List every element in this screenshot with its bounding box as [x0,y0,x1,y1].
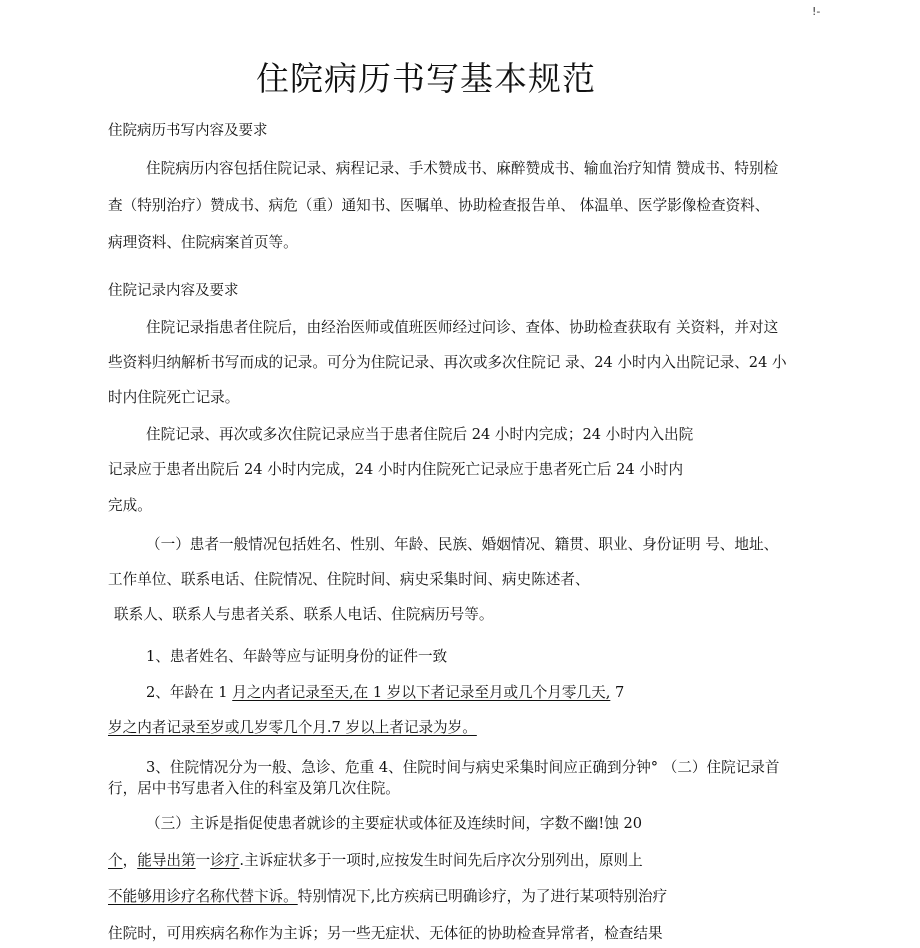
paragraph-line: （一）患者一般情况包括姓名、性别、年龄、民族、婚姻情况、籍贯、职业、身份证明 号、地址、 [146,536,779,553]
section-heading-content-requirements: 住院病历书写内容及要求 [108,123,268,139]
underlined-text: 岁之内者记录至岁或几岁零几个月.7 岁以上者记录为岁。 [108,719,477,736]
underlined-text: 能导出第 [137,852,196,869]
paragraph-line: 住院记录、再次或多次住院记录应当于患者住院后 24 小时内完成；24 小时内入出院 [146,426,694,443]
underlined-text: 不能够用诊疗名称代替卞诉。 [108,888,298,905]
paragraph-line: 病理资料、住院病案首页等。 [108,234,298,251]
paragraph-line [108,849,643,870]
paragraph-line: 完成。 [108,497,152,514]
list-item: 1、患者姓名、年龄等应与证明身份的证件一致 [146,648,448,665]
text-run: ， [122,852,138,869]
underlined-text: 个 [108,852,123,869]
underlined-text: 诊疗 [210,852,240,869]
text-run: 特别情况下,比方疾病已明确诊疗，为了进行某项特别治疗 [297,888,668,905]
paragraph-line: 记录应于患者出院后 24 小时内完成，24 小时内住院死亡记录应于患者死亡后 24 小时内 [108,461,684,478]
section-heading-admission-record: 住院记录内容及要求 [108,283,239,299]
paragraph-line: 时内住院死亡记录。 [108,389,240,406]
paragraph-line [108,885,667,906]
paragraph-line: （三）主诉是指促使患者就诊的主要症状或体征及连续时间，字数不幽!蚀 20 [146,815,643,832]
page-corner-mark: !- [812,5,821,18]
document-title: 住院病历书写基本规范 [256,59,596,98]
text-run: 一 [195,852,211,869]
paragraph-line: 工作单位、联系电话、住院情况、住院时间、病史采集时间、病史陈述者、 [108,571,590,588]
underlined-text: 月之内者记录至天,在 1 岁以下者记录至月或几个月零几天, [232,684,611,701]
text-run: 7 [610,684,625,701]
list-item: 3、住院情况分为一般、急诊、危重 4、住院时间与病史采集时间应正确到分钟° （二）住院记录首 [146,759,780,776]
paragraph-line: 住院病历内容包括住院记录、病程记录、手术赞成书、麻醉赞成书、输血治疗知情 赞成书、特别检 [146,160,779,177]
paragraph-line: 联系人、联系人与患者关系、联系人电话、住院病历号等。 [114,606,494,623]
paragraph-line: 住院记录指患者住院后，由经治医师或值班医师经过问诊、查体、协助检查获取有 关资料，并对这 [146,319,779,336]
paragraph-line: 住院时，可用疾病名称作为主诉；另一些无症状、无体征的协助检查异常者，检查结果 [108,925,663,942]
paragraph-line: 查（特别治疗）赞成书、病危（重）通知书、医嘱单、协助检查报告单、 体温单、医学影像检查资料、 [108,197,770,214]
paragraph-line: 行，居中书写患者入住的科室及第几次住院。 [108,780,400,797]
text-run: .主诉症状多于一项时,应按发生时间先后序次分别列出，原则上 [239,852,643,869]
list-item [146,681,624,702]
text-run: 2、年龄在 1 [146,684,233,701]
paragraph-line: 些资料归纳解析书写而成的记录。可分为住院记录、再次或多次住院记 录、24 小时内入出院记录、24 小 [108,354,787,371]
